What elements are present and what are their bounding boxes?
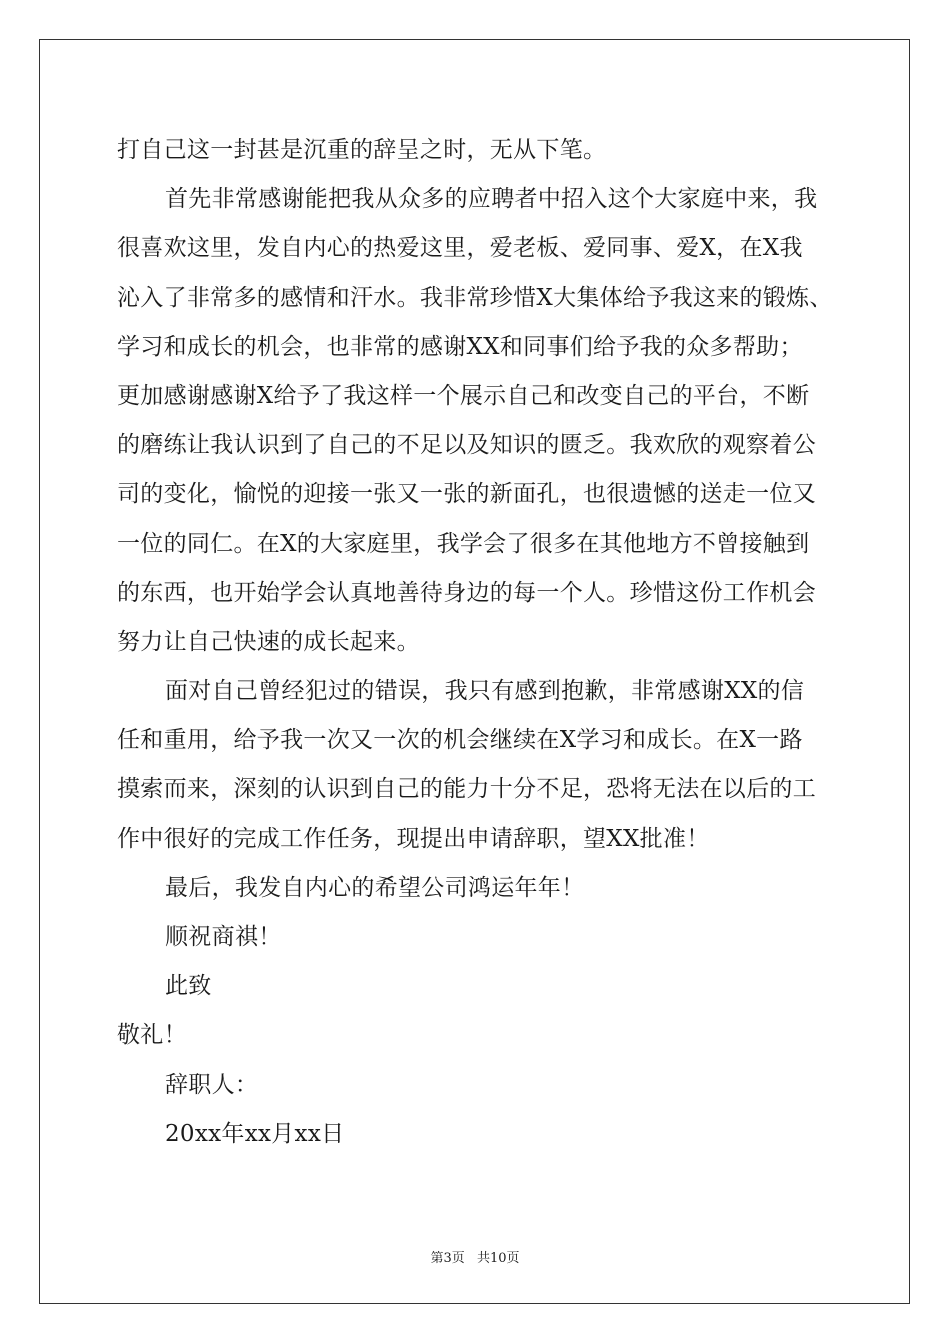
text-line: 学习和成长的机会，也非常的感谢XX和同事们给予我的众多帮助； (117, 333, 803, 360)
closing-wish-line: 最后，我发自内心的希望公司鸿运年年！ (165, 874, 585, 901)
text-line: 任和重用，给予我一次又一次的机会继续在X学习和成长。在X一路 (117, 727, 803, 754)
date-line: 20xx年xx月xx日 (165, 1120, 345, 1147)
page-number: 第3页 (430, 1251, 465, 1266)
text-line: 努力让自己快速的成长起来。 (117, 628, 420, 655)
page-footer (0, 1247, 950, 1266)
paragraph-start-line: 首先非常感谢能把我从众多的应聘者中招入这个大家庭中来，我 (165, 186, 818, 213)
salute-line: 敬礼！ (117, 1022, 187, 1049)
text-line: 的东西，也开始学会认真地善待身边的每一个人。珍惜这份工作机会 (117, 579, 816, 606)
text-line: 很喜欢这里，发自内心的热爱这里，爱老板、爱同事、爱X，在X我 (117, 235, 803, 262)
paragraph-start-line: 面对自己曾经犯过的错误，我只有感到抱歉，非常感谢XX的信 (165, 678, 805, 705)
text-line: 摸索而来，深刻的认识到自己的能力十分不足，恐将无法在以后的工 (117, 776, 816, 803)
text-line: 更加感谢感谢X给予了我这样一个展示自己和改变自己的平台，不断 (117, 382, 810, 409)
document-body (117, 126, 837, 1159)
text-line: 司的变化，愉悦的迎接一张又一张的新面孔，也很遗憾的送走一位又 (117, 481, 816, 508)
text-line: 打自己这一封甚是沉重的辞呈之时，无从下笔。 (117, 137, 607, 163)
signer-label: 辞职人： (165, 1071, 259, 1098)
text-line: 一位的同仁。在X的大家庭里，我学会了很多在其他地方不曾接触到 (117, 530, 810, 557)
salutation-line: 此致 (165, 973, 212, 1000)
text-line: 的磨练让我认识到了自己的不足以及知识的匮乏。我欢欣的观察着公 (117, 432, 816, 459)
text-line: 沁入了非常多的感情和汗水。我非常珍惜X大集体给予我这来的锻炼、 (117, 284, 833, 311)
regards-line: 顺祝商祺！ (165, 924, 282, 950)
page-total: 共10页 (476, 1251, 520, 1266)
text-line: 作中很好的完成工作任务，现提出申请辞职，望XX批准！ (117, 825, 710, 852)
